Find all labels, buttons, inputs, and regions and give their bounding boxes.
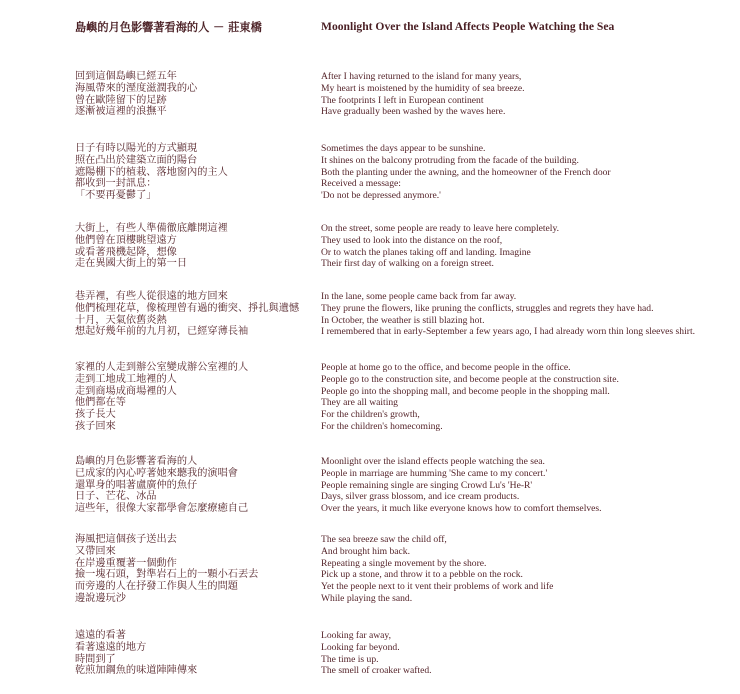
chinese-line: 還單身的唱著盧廣仲的魚仔 [75,479,198,491]
chinese-line: 「不要再憂鬱了」 [75,190,157,202]
chinese-line: 他們都在等 [75,397,126,409]
chinese-line: 孩子回來 [75,420,116,432]
english-line: After I having returned to the island for many years, [321,71,522,82]
chinese-line: 乾煎加鋼魚的味道陣陣傳來 [75,665,198,677]
chinese-line: 這些年，很像大家都學會怎麼療癒自己 [75,503,249,515]
english-stanza [321,630,432,677]
english-line: Over the years, it much like everyone knows how to comfort themselves. [321,503,602,515]
english-line: Days, silver grass blossom, and ice cream products. [321,491,520,503]
chinese-line: 日子有時以陽光的方式顯現 [75,143,198,154]
chinese-line: 已成家的內心哼著她來聽我的演唱會 [75,467,238,479]
chinese-title: 島嶼的月色影響著看海的人 － 莊東橋 [75,20,262,34]
english-line: I remembered that in early-September a few years ago, I had already worn thin long sleeves shirt. [321,326,696,338]
english-stanza [321,223,559,270]
english-line: My heart is moistened by the humidity of sea breeze. [321,82,525,94]
chinese-line: 日子、芒花、冰品 [75,491,157,503]
chinese-line: 或看著飛機起降，想像 [75,246,177,258]
english-line: Moonlight over the island effects people watching the sea. [321,456,545,467]
chinese-column [75,20,300,677]
chinese-line: 遮陽棚下的植栽、落地窗內的主人 [75,166,228,178]
english-stanza [321,534,553,605]
english-line: They prune the flowers, like pruning the conflicts, struggles and regrets they have had. [321,302,654,314]
chinese-line: 孩子長大 [75,409,116,421]
english-line: They used to look into the distance on the roof, [321,234,503,246]
english-line: They are all waiting [321,397,398,409]
chinese-stanza [75,71,197,118]
english-title: Moonlight Over the Island Affects People Watching the Sea [321,20,615,33]
chinese-line: 時間到了 [75,653,116,665]
english-line: Yet the people next to it vent their problems of work and life [321,581,554,593]
english-line: Looking far away, [321,630,391,641]
chinese-line: 撿一塊石頭，對準岩石上的一顆小石丟去 [75,569,259,581]
english-line: While playing the sand. [321,592,413,604]
chinese-line: 都收到一封訊息： [75,178,157,190]
chinese-stanza [75,223,228,270]
chinese-line: 走到工地成工地裡的人 [75,373,177,385]
english-line: Have gradually been washed by the waves here. [321,106,506,118]
english-line: The smell of croaker wafted. [321,665,432,677]
chinese-line: 看著遠遠的地方 [75,641,147,653]
english-line: On the street, some people are ready to leave here completely. [321,223,560,234]
chinese-line: 走到商場成商場裡的人 [75,385,177,397]
english-stanza [321,143,611,202]
english-line: In the lane, some people came back from far away. [321,291,517,302]
english-line: The sea breeze saw the child off, [321,534,447,545]
chinese-line: 遠遠的看著 [75,630,126,641]
chinese-line: 島嶼的月色影響著看海的人 [75,456,198,467]
english-line: People go to the construction site, and become people at the construction site. [321,373,619,385]
chinese-line: 大街上，有些人準備徹底離開這裡 [75,223,228,234]
chinese-line: 在岸邊重覆著一個動作 [75,557,177,569]
english-line: In October, the weather is still blazing hot. [321,314,485,326]
english-line: For the children's homecoming. [321,420,443,432]
chinese-line: 而旁邊的人在抒發工作與人生的問題 [75,581,238,593]
english-line: Repeating a single movement by the shore. [321,557,487,569]
english-line: It shines on the balcony protruding from the facade of the building. [321,154,579,166]
chinese-stanza [75,534,258,605]
english-line: Received a message: [321,178,401,190]
chinese-line: 海風帶來的溼度滋潤我的心 [75,82,198,94]
chinese-line: 曾在歐陸留下的足跡 [75,94,167,106]
english-line: People in marriage are humming 'She came to my concert.' [321,467,548,479]
english-line: For the children's growth, [321,409,420,421]
chinese-stanza [75,362,248,433]
english-line: Pick up a stone, and throw it to a pebble on the rock. [321,569,523,581]
chinese-line: 他們梳理花草，像梳理曾有過的衝突、掙扎與遺憾 [75,302,300,314]
chinese-line: 邊說邊玩沙 [75,592,126,604]
chinese-line: 家裡的人走到辦公室變成辦公室裡的人 [75,362,249,373]
chinese-line: 海風把這個孩子送出去 [75,534,177,545]
chinese-line: 照在凸出於建築立面的陽台 [75,154,198,166]
chinese-stanza [75,291,299,338]
chinese-stanza [75,143,228,202]
english-line: People go into the shopping mall, and become people in the shopping mall. [321,385,610,397]
chinese-line: 逐漸被這裡的浪撫平 [75,106,167,118]
english-line: Looking far beyond. [321,641,400,653]
chinese-line: 走在異國大街上的第一日 [75,258,188,270]
english-line: And brought him back. [321,545,410,557]
chinese-line: 巷弄裡，有些人從很遠的地方回來 [75,291,228,302]
english-line: Both the planting under the awning, and the homeowner of the French door [321,166,611,178]
chinese-stanza [75,630,197,677]
english-line: Their first day of walking on a foreign street. [321,258,494,270]
chinese-line: 十月，天氣依舊炎熱 [75,314,167,326]
chinese-line: 他們曾在頂樓眺望遠方 [75,234,177,246]
chinese-stanza [75,456,248,515]
english-stanza [321,456,602,515]
chinese-line: 想起好幾年前的九月初，已經穿薄長袖 [75,326,249,338]
english-line: The footprints I left in European continent [321,94,484,106]
english-stanza [321,362,619,433]
chinese-line: 又帶回來 [75,545,116,557]
english-stanza [321,71,525,118]
english-line: Sometimes the days appear to be sunshine. [321,143,486,154]
english-line: The time is up. [321,653,379,665]
english-stanza [321,291,695,338]
english-line: People at home go to the office, and become people in the office. [321,362,571,373]
english-line: 'Do not be depressed anymore.' [321,190,441,202]
english-line: Or to watch the planes taking off and landing. Imagine [321,246,531,258]
english-column [321,20,731,677]
english-line: People remaining single are singing Crowd Lu's 'He-R' [321,479,533,491]
chinese-line: 回到這個島嶼已經五年 [75,71,177,82]
